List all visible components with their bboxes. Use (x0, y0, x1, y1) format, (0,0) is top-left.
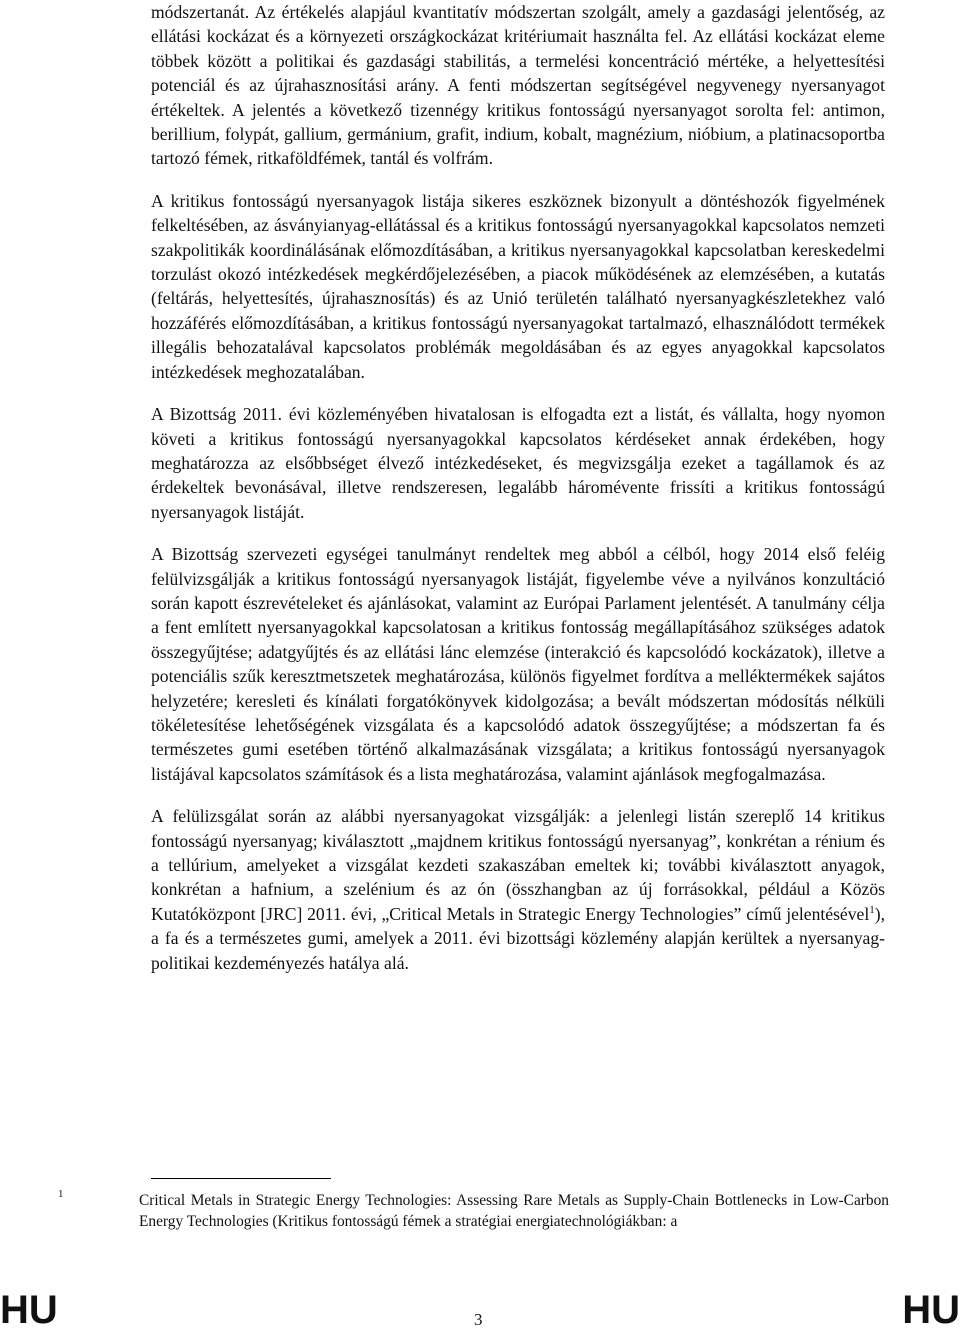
review-text-part-2: ), a fa és a természetes gumi, amelyek a 2011. évi bizottsági közlemény alapján kerültek a nyersanyag-politikai kezdeményezés hatálya alá. (151, 903, 885, 973)
footnote-divider (151, 1178, 331, 1179)
footnote-text: Critical Metals in Strategic Energy Technologies: Assessing Rare Metals as Supply-Chain Bottlenecks in Low-Carbon Energy Technologies (Kritikus fontosságú fémek a stratégiai energiatechnológiákban: a (139, 1192, 889, 1230)
footnote-number: 1 (58, 1188, 64, 1200)
document-body (151, 0, 885, 975)
review-text-part-1: A felülizsgálat során az alábbi nyersanyagokat vizsgálják: a jelenlegi listán szereplő 14 kritikus fontosságú nyersanyag; kiválasztott „majdnem kritikus fontosságú nyersanyag”, konkrétan a rénium és a tellúrium, amelyeket a vizsgálat kezdeti szakaszában emeltek ki; további kiválasztott anyagok, konkrétan a hafnium, a szelénium és az ón (összhangban az új forrásokkal, például a Közös Kutatóközpont [JRC] 2011. évi, „Critical Metals in Strategic Energy Technologies” című jelentésével (151, 806, 885, 924)
paragraph-review-materials (151, 804, 885, 975)
footer-language-code-left: HU (0, 1288, 58, 1332)
footnote-reference[interactable]: 1 (869, 903, 875, 916)
paragraph-study: A Bizottság szervezeti egységei tanulmányt rendeltek meg abból a célból, hogy 2014 első feléig felülvizsgálják a kritikus fontosságú nyersanyagok listáját, figyelembe véve a nyilvános konzultáció során kapott észrevételeket és ajánlásokat, valamint az Európai Parlament jelentését. A tanulmány célja a fent említett nyersanyagokkal kapcsolatosan a kritikus fontosság megállapításához szükséges adatok összegyűjtése; adatgyűjtés és az ellátási lánc elemzése (interakció és kapcsolódó kockázatok), illetve a potenciális szűk keresztmetszetek meghatározása, különös figyelmet fordítva a melléktermékek sajátos helyzetére; keresleti és kínálati forgatókönyvek kidolgozása; a bevált módszertan módosítás nélküli tökéletesítése lehetőségének vizsgálata és a kapcsolódó adatok összegyűjtése; a módszertan fa és természetes gumi esetében történő alkalmazásának vizsgálata; a kritikus fontosságú nyersanyagok listájával kapcsolatos számítások és a lista meghatározása, valamint ajánlások megfogalmazása. (151, 544, 885, 784)
paragraph-methodology: módszertanát. Az értékelés alapjául kvantitatív módszertan szolgált, amely a gazdasági jelentőség, az ellátási kockázat és a környezeti országkockázat kritériumait használta fel. Az ellátási kockázat eleme többek között a politikai és gazdasági stabilitás, a termelési koncentráció mértéke, a helyettesítési potenciál és az újrahasznosítási arány. A fenti módszertan segítségével negyvenegy nyersanyagot értékeltek. A jelentés a következő tizennégy kritikus fontosságú nyersanyagot sorolta fel: antimon, berillium, folypát, gallium, germánium, grafit, indium, kobalt, magnézium, nióbium, a platinacsoportba tartozó fémek, ritkaföldfémek, tantál és volfrám. (151, 2, 885, 169)
paragraph-commission-2011: A Bizottság 2011. évi közleményében hivatalosan is elfogadta ezt a listát, és vállalta, hogy nyomon követi a kritikus fontosságú nyersanyagokkal kapcsolatos kérdéseket annak érdekében, hogy meghatározza az elsőbbséget élvező intézkedéseket, és megvizsgálja ezeket a tagállamok és az érdekeltek bevonásával, illetve rendszeresen, legalább háromévente frissíti a kritikus fontosságú nyersanyagok listáját. (151, 404, 885, 522)
paragraph-list-usefulness: A kritikus fontosságú nyersanyagok listája sikeres eszköznek bizonyult a döntéshozók figyelmének felkeltésében, az ásványianyag-ellátással és a kritikus fontosságú nyersanyagokkal kapcsolatos nemzeti szakpolitikák koordinálásának előmozdításában, a kritikus nyersanyagokkal kapcsolatban kereskedelmi torzulást okozó intézkedések megkérdőjelezésében, a piacok működésének az elemzésében, a kutatás (feltárás, helyettesítés, újrahasznosítás) és az Unió területén található nyersanyagkészletekhez való hozzáférés előmozdításában, a kritikus fontosságú nyersanyagokat tartalmazó, elhasználódott termékek illegális behozatalával kapcsolatos problémák megoldásában és az egyes anyagokkal kapcsolatos intézkedések meghozatalában. (151, 190, 885, 382)
page-number: 3 (474, 1310, 483, 1329)
footer-language-code-right: HU (902, 1288, 960, 1332)
